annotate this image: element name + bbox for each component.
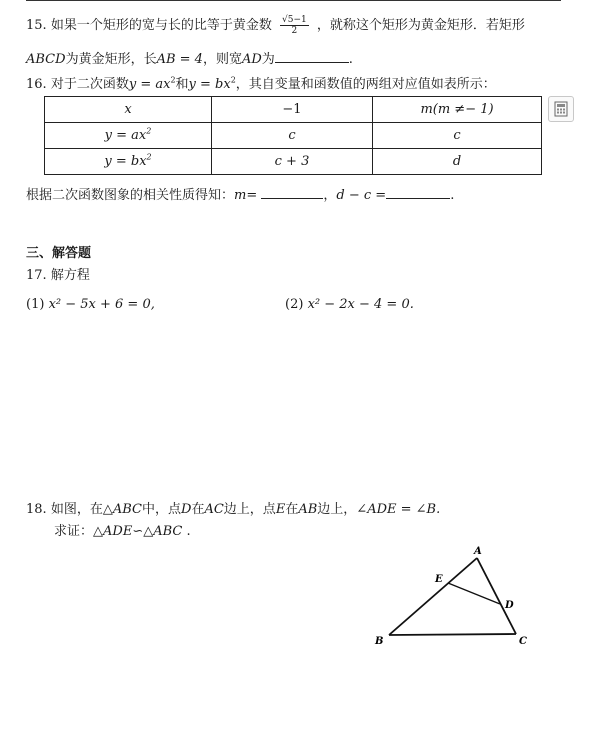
q15-text-a: 如果一个矩形的宽与长的比等于黄金数 (50, 18, 272, 33)
q16-text-a: 对于二次函数 (50, 77, 129, 92)
top-rule (26, 0, 561, 1)
q18-angle: ∠ADE = ∠B. (356, 502, 441, 517)
q15-end: . (348, 52, 353, 67)
table-cell: m(m ≠− 1) (373, 97, 542, 123)
fraction-denominator: 2 (291, 26, 298, 36)
label-e: E (435, 574, 443, 585)
label-b: B (375, 636, 384, 647)
q18-end: . (186, 524, 191, 539)
q18-similarity: △ADE∽△ABC (93, 524, 183, 539)
q15-line2-f: 为 (261, 52, 275, 67)
table-cell-text: y = ax (104, 128, 147, 143)
q18-tri-abc: △ABC (102, 502, 142, 517)
q15-answer-blank[interactable] (275, 50, 349, 63)
q16-f2-exp: 2 (230, 75, 236, 85)
q17-part1-label: (1) (26, 297, 45, 312)
q16-end: . (450, 188, 455, 203)
side-bc (389, 634, 516, 635)
table-row (45, 123, 542, 149)
table-cell (45, 123, 212, 149)
q18-text: 在 (285, 502, 299, 517)
q15-line2 (26, 48, 353, 67)
q18-number: 18. (26, 502, 47, 517)
q16-f1: y = ax (128, 77, 171, 92)
q15-line2-b: 为黄金矩形，长 (65, 52, 157, 67)
q18-text: 中，点 (141, 502, 181, 517)
q17-part2-label: (2) (285, 297, 304, 312)
q16-comma: ， (323, 188, 337, 203)
table-cell-exp: 2 (146, 152, 152, 162)
q16-text-b: 和 (175, 77, 189, 92)
table-cell (45, 149, 212, 175)
q16-dc-label: d − c = (336, 188, 387, 203)
q16-text-c: ，其自变量和函数值的两组对应值如表所示： (235, 77, 496, 92)
table-cell-exp: 2 (146, 126, 152, 136)
q17-title-line (26, 264, 90, 283)
label-a: A (474, 546, 482, 557)
table-row (45, 97, 542, 123)
section-title: 三、解答题 (26, 246, 92, 261)
q17-part1 (26, 297, 155, 312)
q18-side-ab: AB (298, 502, 318, 517)
q18-text: 边上， (317, 502, 357, 517)
q18-point-e: E (275, 502, 286, 517)
q16-dc-blank[interactable] (386, 186, 450, 199)
triangle-figure (370, 540, 540, 650)
table-cell: c (212, 123, 373, 149)
golden-ratio-fraction (280, 15, 309, 36)
q18-line2 (54, 520, 191, 539)
table-cell: d (373, 149, 542, 175)
q18-side-ac: AC (204, 502, 224, 517)
label-c: C (519, 636, 527, 647)
q16-m-label: m= (234, 188, 258, 203)
q15-abcd: ABCD (26, 52, 66, 67)
table-cell: −1 (212, 97, 373, 123)
table-cell-text: y = bx (104, 154, 147, 169)
q17-part2-eq: x² − 2x − 4 = 0. (307, 297, 414, 312)
table-row (45, 149, 542, 175)
q15-ab-eq: AB = 4 (156, 52, 203, 67)
side-ab (389, 558, 477, 635)
table-cell: c + 3 (212, 149, 373, 175)
q16-line1 (26, 73, 496, 92)
side-ac (477, 558, 516, 634)
q16-m-blank[interactable] (261, 186, 323, 199)
q18-point-d: D (181, 502, 192, 517)
label-d: D (505, 600, 514, 611)
q18-line1 (26, 498, 440, 517)
q16-value-table (44, 96, 542, 175)
q16-after (26, 184, 454, 203)
q17-part2 (285, 297, 414, 312)
q15-ad: AD (241, 52, 262, 67)
q15-text-b: ，就称这个矩形为黄金矩形．若矩形 (316, 18, 525, 33)
table-cell: x (45, 97, 212, 123)
grid-calculator-icon[interactable] (548, 96, 574, 122)
q16-after-a: 根据二次函数图象的相关性质得知： (26, 188, 235, 203)
q15-line2-d: ，则宽 (202, 52, 242, 67)
q18-text: 边上，点 (223, 502, 276, 517)
grid-calculator-icon-svg (549, 97, 573, 121)
q16-f2: y = bx (188, 77, 231, 92)
q17-title: 解方程 (50, 268, 90, 283)
q15-number: 15. (26, 18, 47, 33)
table-cell: c (373, 123, 542, 149)
q16-number: 16. (26, 77, 47, 92)
q18-prove-label: 求证： (54, 524, 94, 539)
q17-number: 17. (26, 268, 47, 283)
q17-part1-eq: x² − 5x + 6 = 0, (48, 297, 155, 312)
fraction-numerator: √5−1 (281, 15, 307, 25)
q16-f1-exp: 2 (170, 75, 176, 85)
q18-text: 在 (191, 502, 205, 517)
q15-line1 (26, 14, 525, 36)
q18-text: 如图，在 (50, 502, 103, 517)
